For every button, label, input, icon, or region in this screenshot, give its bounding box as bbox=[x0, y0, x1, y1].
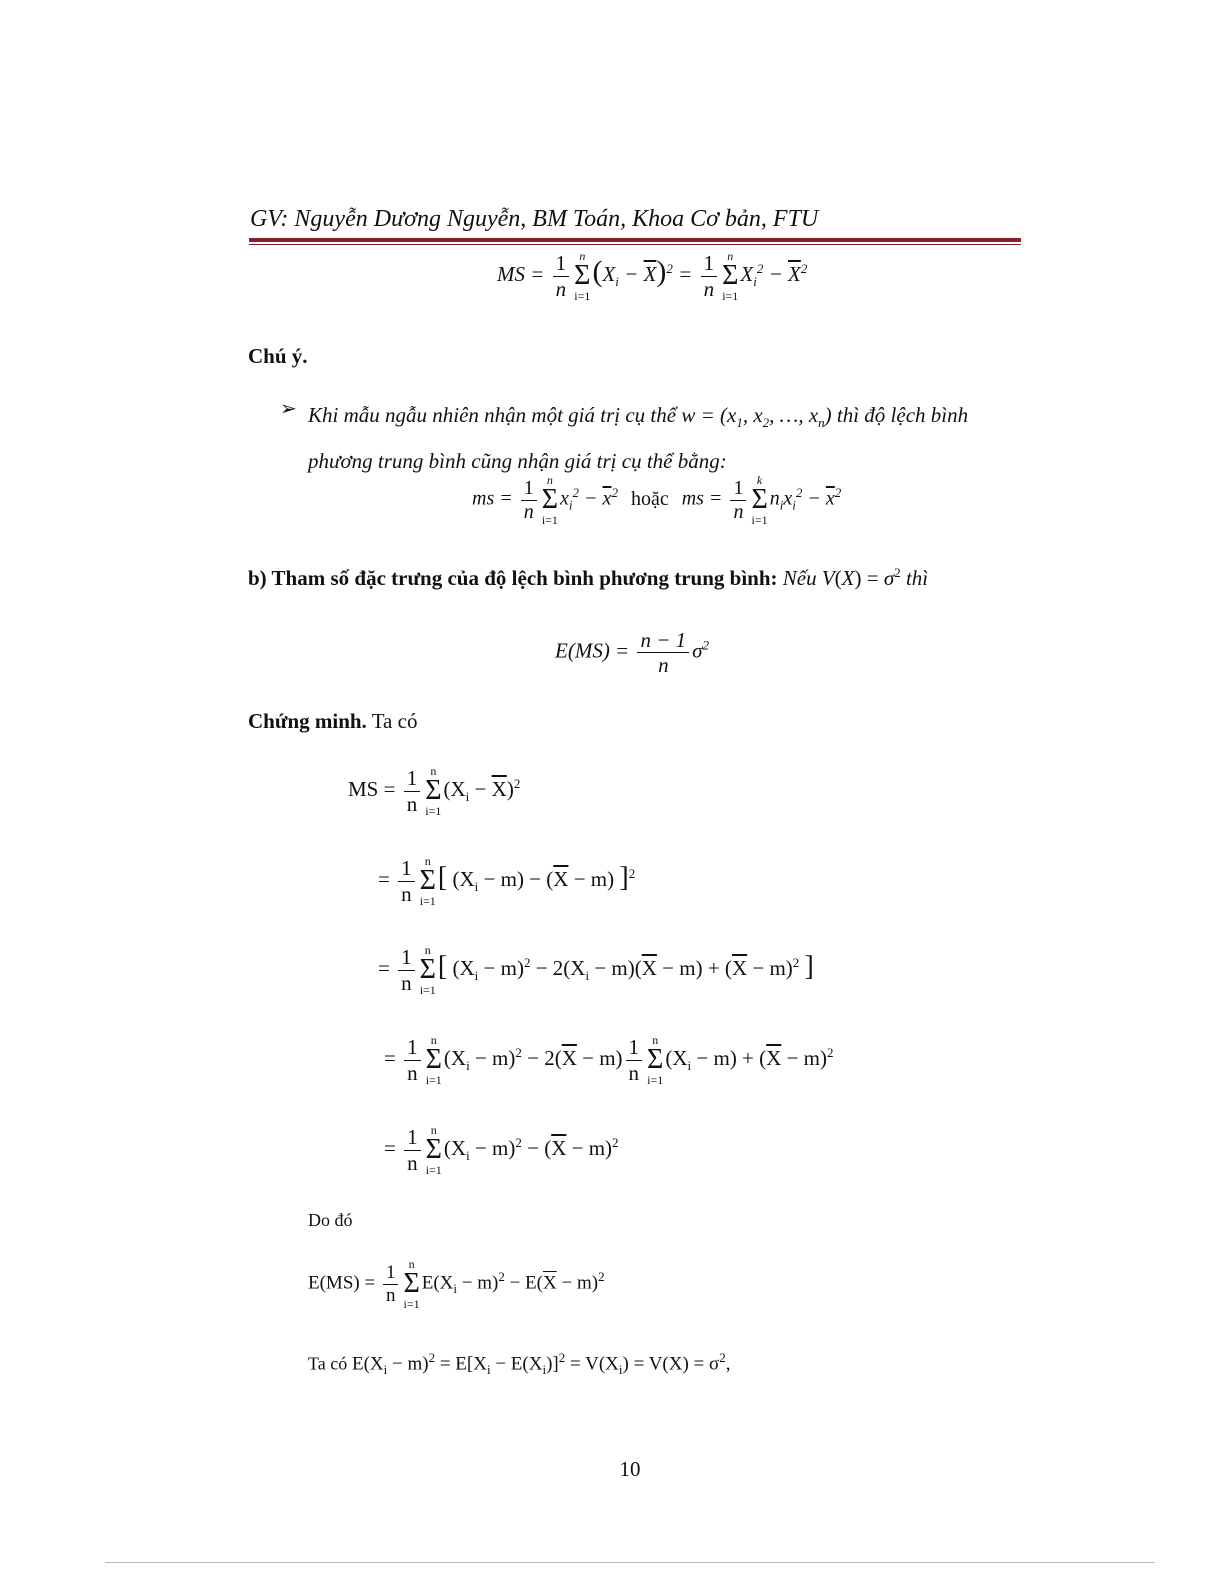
numerator: 1 bbox=[701, 251, 718, 276]
formula-expected-ms: E(MS) = $\frac{n - 1}{n}$ $\sigma^2$ bbox=[555, 628, 710, 678]
footer-rule bbox=[105, 1562, 1155, 1563]
proof-expectation-line: E(MS) = $\frac{1}{n}$ n Σ i=1 $E(X_i - m)^2 - E(\overline{X} - m)^2$ bbox=[308, 1257, 605, 1311]
condition-prefix: Nếu bbox=[782, 566, 817, 590]
formula-ms-definition: MS = $\frac{1}{n}$ n Σ i=1 $(X_i - \overline{X})^2$ = $\frac{1}{n}$ n Σ i=1 $X_i^2 - \overline{X}^2$ bbox=[497, 249, 808, 303]
section-b-label: b) Tham số đặc trưng của độ lệch bình phương trung bình: bbox=[248, 566, 778, 590]
sum-upper: n bbox=[727, 249, 734, 263]
equals-sign: = bbox=[678, 261, 693, 286]
proof-line-5: = $\frac{1}{n}$ n Σ i=1 $(X_i - m)^2 - (\overline{X} - m)^2$ bbox=[384, 1123, 619, 1177]
page-header-author: GV: Nguyễn Dương Nguyễn, BM Toán, Khoa Cơ bản, FTU bbox=[250, 206, 819, 232]
fraction-1-over-n-2 bbox=[701, 251, 718, 300]
note-paragraph: Khi mẫu ngẫu nhiên nhận một giá trị cụ thể $w = (x_1$, $x_2$, …, $x_n$) thì độ lệch bình phương trung bình cũng nhận giá trị cụ thể bằng: bbox=[308, 403, 969, 474]
page-number: 10 bbox=[619, 1457, 641, 1481]
numerator: n − 1 bbox=[637, 628, 689, 653]
exponent: 2 bbox=[666, 260, 673, 276]
summation-symbol-2: n Σ i=1 bbox=[722, 249, 739, 303]
formula-ms-sample: ms = $\frac{1}{n}$ n Σ i=1 $x_i^2 - \overline{x}^2$ hoặc ms = $\frac{1}{n}$ k Σ i=1 $n_ix_i^2 - \overline{x}^2$ bbox=[472, 473, 842, 527]
word-hoac: hoặc bbox=[630, 487, 669, 510]
proof-heading bbox=[248, 709, 417, 734]
do-do-text: Do đó bbox=[308, 1210, 353, 1230]
section-b-heading: b) Tham số đặc trưng của độ lệch bình phương trung bình: Nếu $V(X) = \sigma^2$ thì bbox=[248, 565, 929, 590]
formula-lhs: E(MS) = bbox=[555, 638, 630, 663]
note-text-a: Khi mẫu ngẫu nhiên nhận một giá trị cụ thể w = (x bbox=[308, 403, 737, 427]
proof-line-3: = $\frac{1}{n}$ n Σ i=1 [ $(X_i - m)^2 - 2(X_i - m)(\overline{X} - m) + (\overline{X} - m)^2$ ] bbox=[378, 943, 814, 997]
note-title: Chú ý. bbox=[248, 344, 308, 368]
condition-suffix: thì bbox=[905, 566, 929, 590]
note-text-b: thì độ lệch bình phương trung bình cũng nhận giá trị cụ thể bằng: bbox=[308, 403, 969, 474]
proof-line-4: = $\frac{1}{n}$ n Σ i=1 $(X_i - m)^2 - 2(\overline{X} - m)$ $\frac{1}{n}$ n Σ i=1 $(X_i - m) + (\overline{X} - m)^2$ bbox=[384, 1033, 834, 1087]
fraction-1-over-n bbox=[553, 251, 570, 300]
sum-lower: i=1 bbox=[722, 289, 739, 303]
proof-variance-line: Ta có $E(X_i - m)^2 = E[X_i - E(X_i)]^2 = V(X_i) = V(X) = \sigma^2$, bbox=[308, 1350, 731, 1378]
formula-lhs: MS = bbox=[497, 261, 545, 286]
summation-symbol: n Σ i=1 bbox=[574, 249, 591, 303]
proof-line-1: MS = $\frac{1}{n}$ n Σ i=1 $(X_i - \overline{X})^2$ bbox=[348, 764, 521, 818]
proof-intro: Ta có bbox=[371, 709, 418, 733]
proof-title: Chứng minh. bbox=[248, 709, 367, 733]
arrow-bullet-icon: ➢ bbox=[280, 398, 297, 420]
denominator: n bbox=[555, 276, 567, 301]
header-rule-thick bbox=[249, 238, 1021, 242]
numerator: 1 bbox=[553, 251, 570, 276]
denominator: n bbox=[658, 653, 669, 678]
ta-co-text: Ta có bbox=[308, 1353, 348, 1374]
denominator: n bbox=[703, 276, 715, 301]
header-rule-thin bbox=[249, 244, 1021, 245]
sum-upper-k: k bbox=[756, 473, 763, 487]
proof-line-2: = $\frac{1}{n}$ n Σ i=1 [ $(X_i - m) - (\overline{X} - m)$ ]$^2$ bbox=[378, 854, 636, 908]
sum-upper: n bbox=[579, 249, 586, 263]
sum-lower: i=1 bbox=[574, 289, 591, 303]
